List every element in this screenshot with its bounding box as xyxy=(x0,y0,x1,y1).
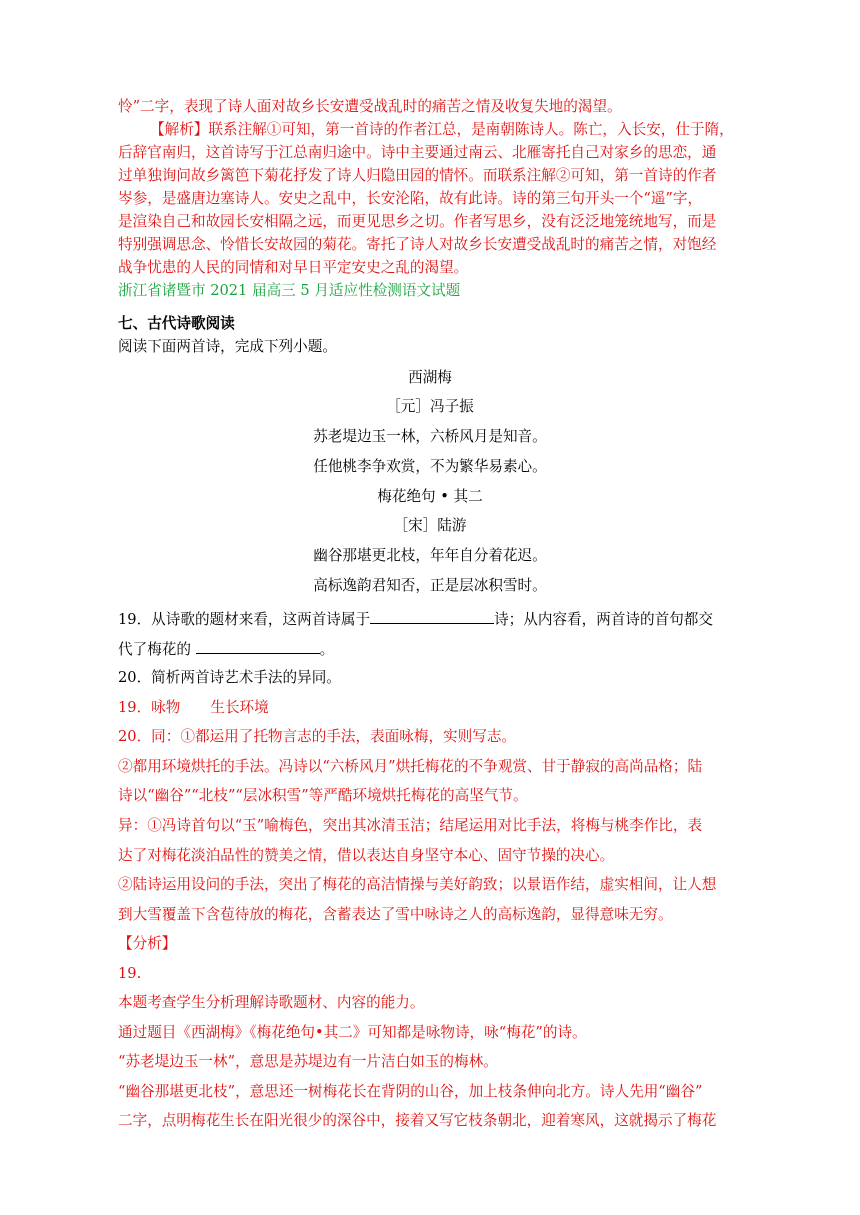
poem1-line-2: 任他桃李争欢赏，不为繁华易素心。 xyxy=(313,458,547,475)
jiexi-line-6: 特别强调思念、怜惜长安故园的菊花。寄托了诗人对故乡长安遭受战乱时的痛苦之情，对饱经 xyxy=(118,236,717,253)
prev-answer-line: 怜”二字，表现了诗人面对故乡长安遭受战乱时的痛苦之情及收复失地的渴望。 xyxy=(118,98,622,115)
jiexi-line-4: 岑参，是盛唐边塞诗人。安史之乱中，长安沦陷，故有此诗。诗的第三句开头一个“遥”字， xyxy=(118,190,703,207)
analysis-line-5: 二字，点明梅花生长在阳光很少的深谷中，接着又写它枝条朝北，迎着寒风，这就揭示了梅花 xyxy=(118,1112,717,1129)
answer-blank-1[interactable] xyxy=(370,609,494,624)
answer-20-line-1: 20．同：①都运用了托物言志的手法，表面咏梅，实则写志。 xyxy=(118,728,517,745)
analysis-number: 19. xyxy=(118,965,142,982)
poem2-title: 梅花绝句 • 其二 xyxy=(377,488,483,505)
answer-19: 19．咏物 生长环境 xyxy=(118,699,269,716)
section-title: 七、古代诗歌阅读 xyxy=(118,315,235,332)
answer-20-line-2: ②都用环境烘托的手法。冯诗以“六桥风月”烘托梅花的不争观赏、甘于静寂的高尚品格；陆 xyxy=(118,758,703,775)
jiexi-tag: 【解析】 xyxy=(150,121,209,138)
poem1-author: ［元］冯子振 xyxy=(386,398,474,415)
poem2-line-2: 高标逸韵君知否，正是层冰积雪时。 xyxy=(313,577,547,594)
analysis-line-3: “苏老堤边玉一林”，意思是苏堤边有一片洁白如玉的梅林。 xyxy=(118,1053,498,1070)
poem1-title: 西湖梅 xyxy=(408,369,452,386)
analysis-line-4: “幽谷那堪更北枝”，意思还一树梅花长在背阴的山谷，加上枝条伸向北方。诗人先用“幽谷” xyxy=(118,1083,703,1100)
analysis-line-2: 通过题目《西湖梅》《梅花绝句•其二》可知都是咏物诗，咏“梅花”的诗。 xyxy=(118,1024,587,1041)
jiexi-line-1: 【解析】联系注解①可知，第一首诗的作者江总，是南朝陈诗人。陈亡，入长安，仕于隋， xyxy=(150,121,734,138)
poem1-line-1: 苏老堤边玉一林，六桥风月是知音。 xyxy=(313,428,547,445)
jiexi-line-2: 后辞官南归，这首诗写于江总南归途中。诗中主要通过南云、北雁寄托自己对家乡的思恋，通 xyxy=(118,144,717,161)
jiexi-line-7: 战争忧患的人民的同情和对早日平定安史之乱的渴望。 xyxy=(118,259,469,276)
jiexi-line-3: 过单独询问故乡篱笆下菊花抒发了诗人归隐田园的情怀。而联系注解②可知，第一首诗的作者 xyxy=(118,167,717,184)
question-19-line-2: 代了梅花的 。 xyxy=(118,641,335,658)
jiexi-line-5: 是渲染自己和故园长安相隔之远，而更见思乡之切。作者写思乡，没有泛泛地笼统地写，而是 xyxy=(118,213,717,230)
source-title: 浙江省诸暨市 2021 届高三 5 月适应性检测语文试题 xyxy=(118,282,461,299)
answer-20-line-4: 异：①冯诗首句以“玉”喻梅色，突出其冰清玉洁；结尾运用对比手法，将梅与桃李作比，表 xyxy=(118,817,703,834)
instruction: 阅读下面两首诗，完成下列小题。 xyxy=(118,338,337,355)
answer-20-line-3: 诗以“幽谷”“北枝”“层冰积雪”等严酷环境烘托梅花的高坚气节。 xyxy=(118,787,528,804)
poem2-line-1: 幽谷那堪更北枝，年年自分着花迟。 xyxy=(313,547,547,564)
poem2-author: ［宋］陆游 xyxy=(393,517,467,534)
analysis-tag: 【分析】 xyxy=(118,935,177,952)
answer-blank-2[interactable] xyxy=(196,639,320,654)
answer-20-line-6: ②陆诗运用设问的手法，突出了梅花的高洁情操与美好韵致；以景语作结，虚实相间，让人想 xyxy=(118,876,717,893)
answer-20-line-7: 到大雪覆盖下含苞待放的梅花，含蓄表达了雪中咏诗之人的高标逸韵，显得意味无穷。 xyxy=(118,906,673,923)
answer-20-line-5: 达了对梅花淡泊品性的赞美之情，借以表达自身坚守本心、固守节操的决心。 xyxy=(118,847,615,864)
question-20: 20．简析两首诗艺术手法的异同。 xyxy=(118,669,341,686)
analysis-line-1: 本题考查学生分析理解诗歌题材、内容的能力。 xyxy=(118,994,425,1011)
question-19-line-1: 19．从诗歌的题材来看，这两首诗属于 诗；从内容看，两首诗的首句都交 xyxy=(118,611,713,628)
